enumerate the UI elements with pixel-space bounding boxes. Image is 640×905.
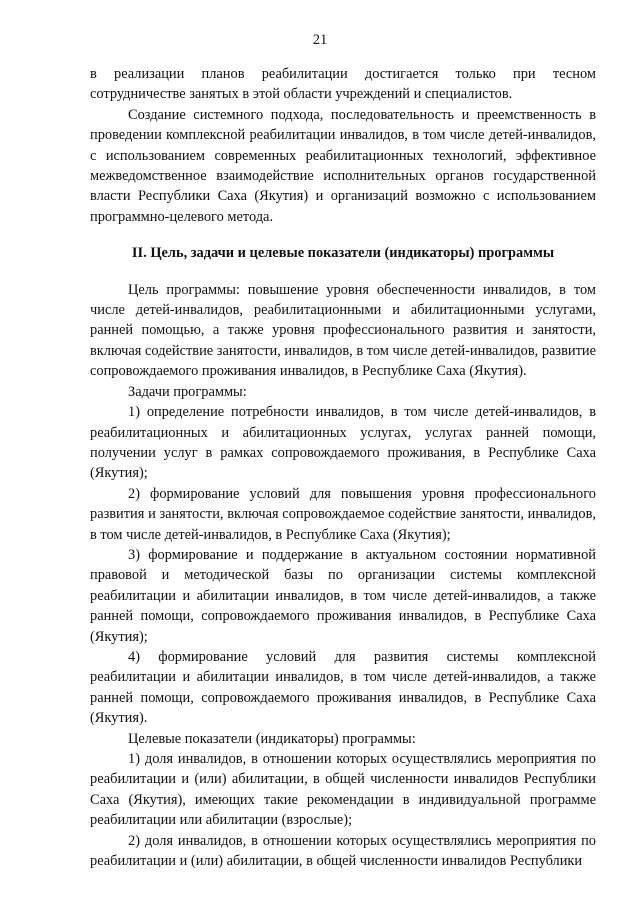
page-number: 21 — [312, 32, 328, 48]
task-item-4: 4) формирование условий для развития системы комплексной реабилитации и абилитации инвалидов, в том числе детей-инвалидов, а также ранней помощи, сопровождаемого проживания инвалидов, в Республике Саха (Якутия). — [90, 648, 596, 727]
paragraph-goal: Цель программы: повышение уровня обеспеченности инвалидов, в том числе детей-инвалидов, реабилитационными и абилитационными услугами, ранней помощью, а также уровня профессионального развития и занятости, включая содействие занятости, инвалидов, в том числе детей-инвалидов, развитие сопровождаемого проживания инвалидов, в Республике Саха (Якутия). — [90, 281, 596, 380]
tasks-heading: Задачи программы: — [128, 383, 247, 400]
indicator-item-2: 2) доля инвалидов, в отношении которых осуществлялись мероприятия по реабилитации и (или) абилитации, в общей численности инвалидов Республики — [90, 832, 596, 870]
section-heading: II. Цель, задачи и целевые показатели (индикаторы) программы — [131, 245, 555, 262]
indicators-heading: Целевые показатели (индикаторы) программы: — [128, 730, 416, 747]
task-item-3: 3) формирование и поддержание в актуальном состоянии нормативной правовой и методической базы по организации системы комплексной реабилитации и абилитации инвалидов, в том числе детей-инвалидов, а также ранней помощи, сопровождаемого проживания инвалидов, в Республике Саха (Якутия); — [90, 546, 596, 645]
task-item-1: 1) определение потребности инвалидов, в том числе детей-инвалидов, в реабилитационных и абилитационных услугах, услугах ранней помощи, получении услуг в рамках сопровождаемого проживания, в Республике Саха (Якутия); — [90, 404, 596, 482]
indicator-item-1: 1) доля инвалидов, в отношении которых осуществлялись мероприятия по реабилитации и (или) абилитации, в общей численности инвалидов Республики Саха (Якутия), имеющих такие рекомендации в индивидуальной программе реабилитации или абилитации (взрослые); — [90, 751, 596, 829]
task-item-2: 2) формирование условий для повышения уровня профессионального развития и занятости, включая сопровождаемое содействие занятости, инвалидов, в том числе детей-инвалидов, в Республике Саха (Якутия); — [90, 485, 596, 543]
paragraph-system-approach: Создание системного подхода, последовательность и преемственность в проведении комплексной реабилитации инвалидов, в том числе детей-инвалидов, с использованием современных реабилитационных технологий, эффективное межведомственное взаимодействие исполнительных органов государственной власти Республики Саха (Якутия) и организаций возможно с использованием программно-целевого метода. — [90, 106, 596, 225]
paragraph-continuation: в реализации планов реабилитации достигается только при тесном сотрудничестве занятых в этой области учреждений и специалистов. — [90, 66, 596, 103]
document-body — [90, 64, 596, 871]
